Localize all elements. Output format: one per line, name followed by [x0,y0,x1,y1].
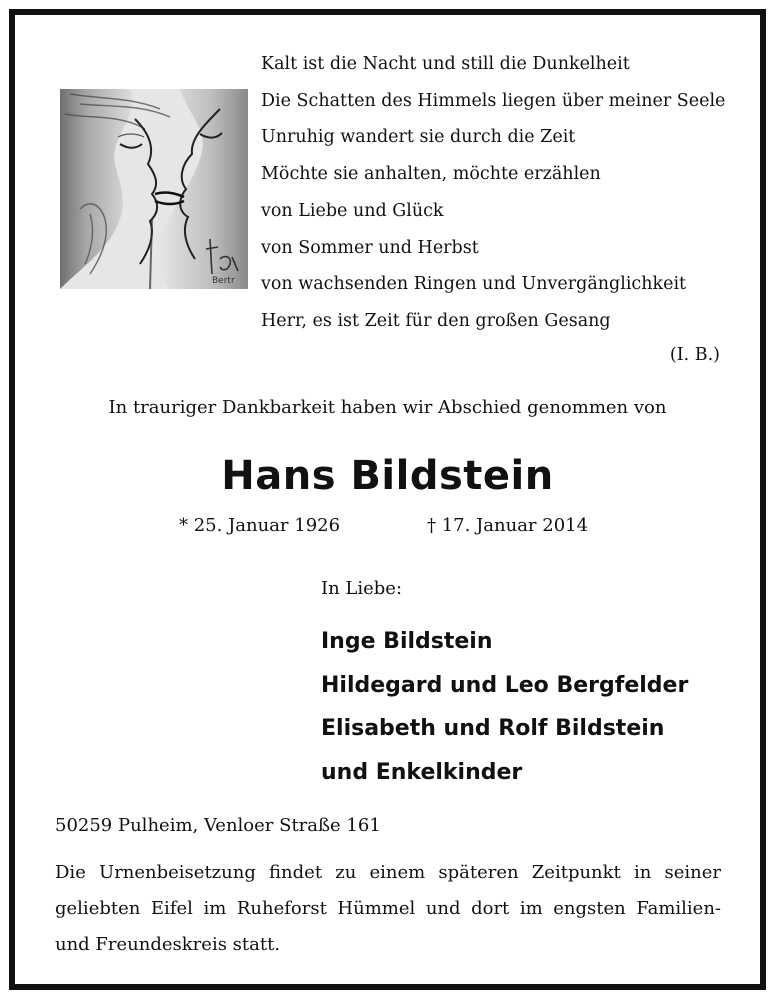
poem-author: (I. B.) [669,345,720,365]
poem-line: Die Schatten des Himmels liegen über meiner Seele [261,90,726,111]
deceased-name: Hans Bildstein [221,453,554,499]
mourner-name: und Enkelkinder [321,759,523,785]
mourner-name: Hildegard und Leo Bergfelder [321,672,689,698]
death-date: † 17. Januar 2014 [427,515,589,536]
pencil-drawing-kissing-faces [60,89,248,289]
mourners-list [321,620,688,794]
notice-line: und Freundeskreis statt. [55,934,281,955]
mourners-intro: In Liebe: [321,578,403,599]
poem-line: von Liebe und Glück [261,200,444,221]
drawing-signature: Bertr [212,276,235,286]
poem-line: Kalt ist die Nacht und still die Dunkelheit [261,54,630,74]
farewell-intro: In trauriger Dankbarkeit haben wir Abschied genommen von [108,397,667,418]
poem-line: Möchte sie anhalten, möchte erzählen [261,164,601,185]
family-address: 50259 Pulheim, Venloer Straße 161 [55,815,381,836]
mourner-name: Elisabeth und Rolf Bildstein [321,716,665,741]
birth-date: * 25. Januar 1926 [179,515,341,536]
obituary-frame [9,9,766,990]
poem-line: Herr, es ist Zeit für den großen Gesang [261,310,611,331]
poem [261,46,725,340]
poem-line: von wachsenden Ringen und Unvergänglichkeit [261,274,687,295]
notice-line: Die Urnenbeisetzung findet zu einem späteren Zeitpunkt in seiner [55,862,721,883]
poem-line: von Sommer und Herbst [261,237,479,258]
poem-line: Unruhig wandert sie durch die Zeit [261,127,576,148]
notice-line: geliebten Eifel im Ruheforst Hümmel und dort im engsten Familien- [55,898,721,919]
burial-notice [55,855,721,963]
mourner-name: Inge Bildstein [321,629,493,654]
